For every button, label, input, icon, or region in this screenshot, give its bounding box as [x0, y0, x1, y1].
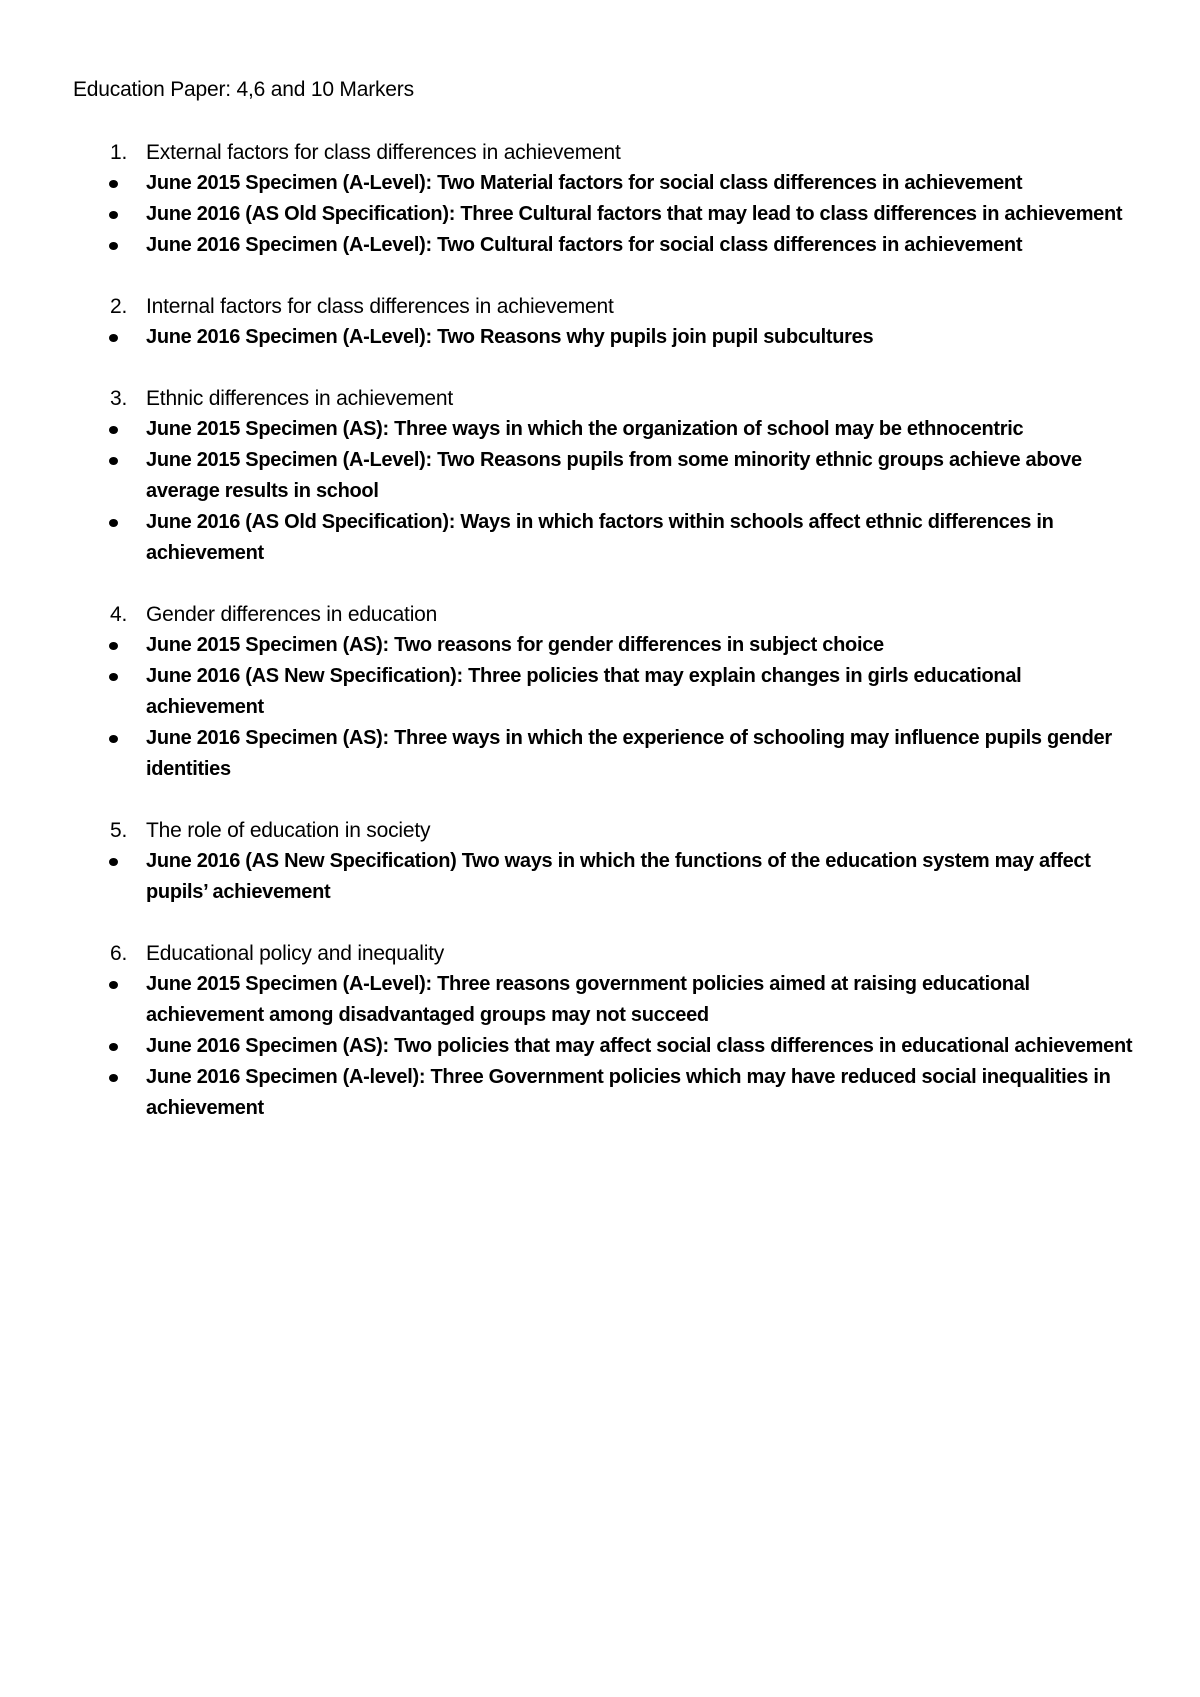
bullet-icon	[109, 858, 118, 866]
list-item	[0, 1031, 1200, 1062]
list-item-text: June 2016 Specimen (AS): Two policies that may affect social class differences in educational achievement	[146, 1035, 1133, 1057]
list-item-text: June 2016 Specimen (A-level): Three Government policies which may have reduced social inequalities in achievement	[146, 1066, 1111, 1119]
section-role-of-education	[0, 815, 1200, 908]
list-item-text: June 2015 Specimen (AS): Three ways in which the organization of school may be ethnocentric	[146, 418, 1024, 440]
section-external-factors	[0, 137, 1200, 261]
section-number: 2.	[110, 295, 128, 318]
section-number: 4.	[110, 603, 128, 626]
bullet-icon	[109, 1043, 118, 1051]
list-item-text: June 2015 Specimen (AS): Two reasons for gender differences in subject choice	[146, 634, 884, 656]
section-educational-policy	[0, 938, 1200, 1124]
list-item	[0, 199, 1200, 230]
bullet-icon	[109, 426, 118, 434]
list-item-text: June 2015 Specimen (A-Level): Two Reasons pupils from some minority ethnic groups achieve above average results in school	[146, 449, 1082, 502]
list-item-text: June 2016 Specimen (AS): Three ways in which the experience of schooling may influence pupils gender identities	[146, 727, 1112, 780]
section-heading	[0, 599, 1200, 630]
list-item	[0, 969, 1200, 1031]
question-list	[0, 630, 1200, 785]
bullet-icon	[109, 735, 118, 743]
list-item	[0, 168, 1200, 199]
bullet-icon	[109, 457, 118, 465]
section-number: 1.	[110, 141, 128, 164]
section-heading	[0, 938, 1200, 969]
bullet-icon	[109, 1074, 118, 1082]
section-title: Educational policy and inequality	[146, 942, 445, 965]
bullet-icon	[109, 180, 118, 188]
list-item	[0, 230, 1200, 261]
list-item-text: June 2016 (AS New Specification): Three policies that may explain changes in girls educational achievement	[146, 665, 1022, 718]
section-internal-factors	[0, 291, 1200, 353]
bullet-icon	[109, 519, 118, 527]
list-item	[0, 630, 1200, 661]
section-title: The role of education in society	[146, 819, 431, 842]
list-item-text: June 2016 (AS Old Specification): Ways in which factors within schools affect ethnic differences in achievement	[146, 511, 1054, 564]
question-list	[0, 846, 1200, 908]
list-item	[0, 414, 1200, 445]
section-title: Ethnic differences in achievement	[146, 387, 454, 410]
list-item-text: June 2015 Specimen (A-Level): Three reasons government policies aimed at raising educational achievement among disadvantaged groups may not succeed	[146, 973, 1030, 1026]
bullet-icon	[109, 242, 118, 250]
bullet-icon	[109, 673, 118, 681]
section-heading	[0, 137, 1200, 168]
question-list	[0, 414, 1200, 569]
section-gender-differences	[0, 599, 1200, 785]
list-item	[0, 723, 1200, 785]
document-body	[0, 137, 1200, 1154]
list-item-text: June 2016 Specimen (A-Level): Two Reasons why pupils join pupil subcultures	[146, 326, 874, 348]
section-ethnic-differences	[0, 383, 1200, 569]
bullet-icon	[109, 334, 118, 342]
list-item-text: June 2016 (AS New Specification) Two ways in which the functions of the education system may affect pupils’ achievement	[146, 850, 1091, 903]
section-heading	[0, 291, 1200, 322]
question-list	[0, 168, 1200, 261]
section-title: Gender differences in education	[146, 603, 438, 626]
section-heading	[0, 815, 1200, 846]
bullet-icon	[109, 981, 118, 989]
list-item	[0, 846, 1200, 908]
list-item	[0, 661, 1200, 723]
section-heading	[0, 383, 1200, 414]
list-item-text: June 2015 Specimen (A-Level): Two Material factors for social class differences in achievement	[146, 172, 1023, 194]
bullet-icon	[109, 642, 118, 650]
list-item-text: June 2016 (AS Old Specification): Three Cultural factors that may lead to class differences in achievement	[146, 203, 1123, 225]
section-number: 6.	[110, 942, 128, 965]
question-list	[0, 322, 1200, 353]
section-title: Internal factors for class differences in achievement	[146, 295, 614, 318]
list-item	[0, 322, 1200, 353]
document-title: Education Paper: 4,6 and 10 Markers	[73, 78, 414, 101]
section-number: 5.	[110, 819, 128, 842]
section-title: External factors for class differences in achievement	[146, 141, 621, 164]
bullet-icon	[109, 211, 118, 219]
list-item-text: June 2016 Specimen (A-Level): Two Cultural factors for social class differences in achievement	[146, 234, 1023, 256]
list-item	[0, 1062, 1200, 1124]
section-number: 3.	[110, 387, 128, 410]
list-item	[0, 507, 1200, 569]
list-item	[0, 445, 1200, 507]
question-list	[0, 969, 1200, 1124]
